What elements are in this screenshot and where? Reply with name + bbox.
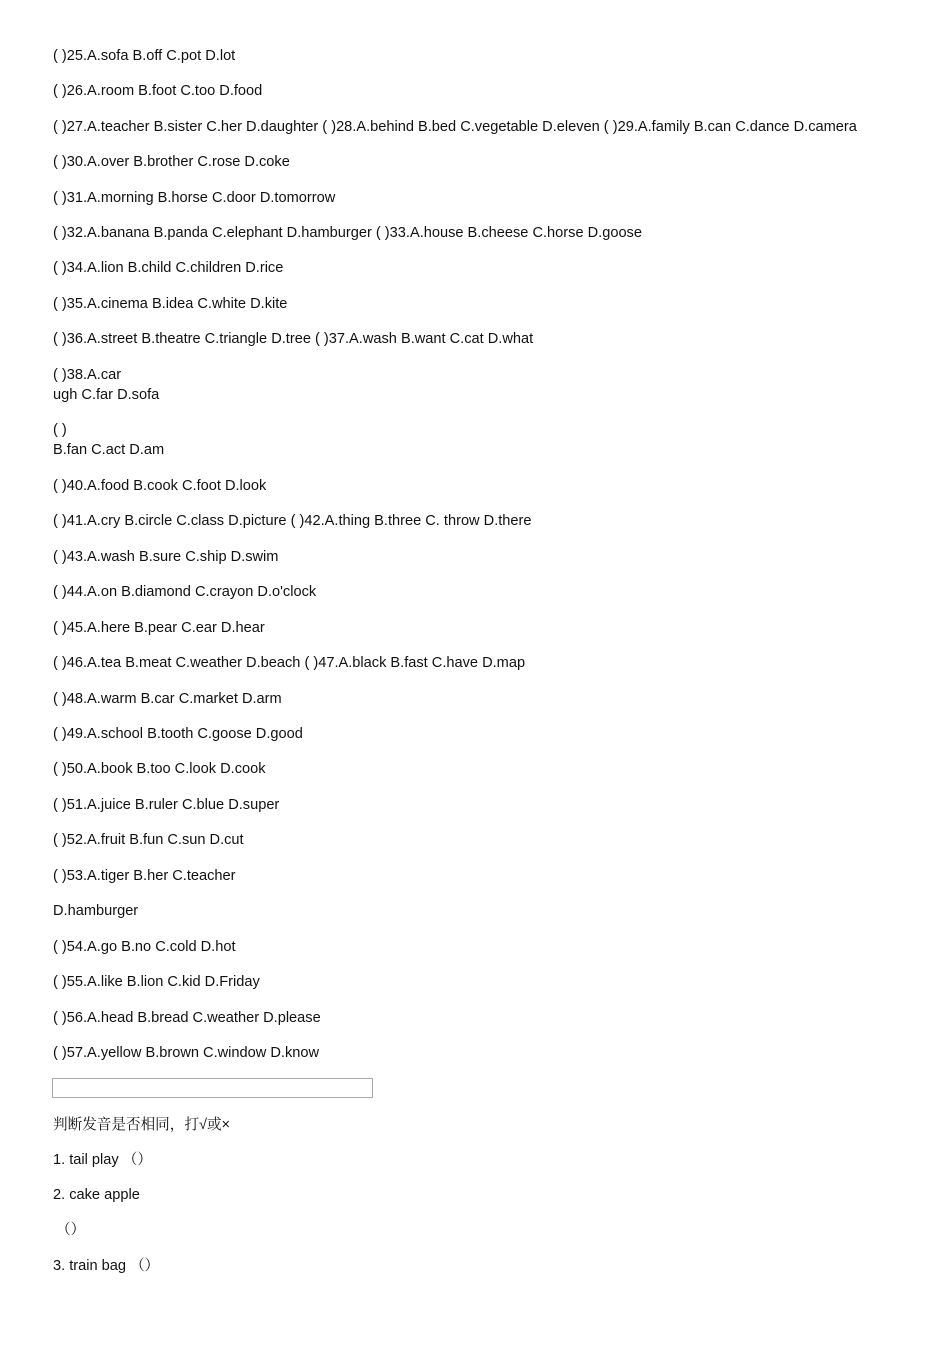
question-31: ( )31.A.morning B.horse C.door D.tomorrow bbox=[53, 190, 336, 206]
question-43: ( )43.A.wash B.sure C.ship D.swim bbox=[53, 549, 279, 565]
question-45: ( )45.A.here B.pear C.ear D.hear bbox=[53, 620, 265, 636]
question-56: ( )56.A.head B.bread C.weather D.please bbox=[53, 1010, 321, 1026]
answer-input-box[interactable] bbox=[52, 1078, 373, 1098]
pronunciation-item-1: 1. tail play （） bbox=[53, 1152, 152, 1168]
section-heading: 判断发音是否相同，打√或× bbox=[53, 1117, 231, 1133]
question-40: ( )40.A.food B.cook C.foot D.look bbox=[53, 478, 267, 494]
question-50: ( )50.A.book B.too C.look D.cook bbox=[53, 761, 266, 777]
question-38: ( )38.A.car bbox=[53, 367, 122, 383]
question-53: ( )53.A.tiger B.her C.teacher bbox=[53, 868, 236, 884]
question-27-29: ( )27.A.teacher B.sister C.her D.daughter ( )28.A.behind B.bed C.vegetable D.eleven ( )29.A.family B.can C.dance D.camera bbox=[53, 119, 857, 135]
question-36-37: ( )36.A.street B.theatre C.triangle D.tree ( )37.A.wash B.want C.cat D.what bbox=[53, 331, 534, 347]
question-48: ( )48.A.warm B.car C.market D.arm bbox=[53, 691, 282, 707]
pronunciation-item-2: 2. cake apple bbox=[53, 1187, 140, 1203]
pronunciation-item-2-blank: （） bbox=[56, 1222, 86, 1238]
question-35: ( )35.A.cinema B.idea C.white D.kite bbox=[53, 296, 288, 312]
question-32-33: ( )32.A.banana B.panda C.elephant D.hamburger ( )33.A.house B.cheese C.horse D.goose bbox=[53, 225, 642, 241]
question-38-continued: ugh C.far D.sofa bbox=[53, 387, 160, 403]
question-49: ( )49.A.school B.tooth C.goose D.good bbox=[53, 726, 303, 742]
question-55: ( )55.A.like B.lion C.kid D.Friday bbox=[53, 974, 260, 990]
question-34: ( )34.A.lion B.child C.children D.rice bbox=[53, 260, 284, 276]
question-41-42: ( )41.A.cry B.circle C.class D.picture ( )42.A.thing B.three C. throw D.there bbox=[53, 513, 532, 529]
question-52: ( )52.A.fruit B.fun C.sun D.cut bbox=[53, 832, 244, 848]
question-39-continued: B.fan C.act D.am bbox=[53, 442, 165, 458]
question-53-continued: D.hamburger bbox=[53, 903, 139, 919]
question-57: ( )57.A.yellow B.brown C.window D.know bbox=[53, 1045, 320, 1061]
question-26: ( )26.A.room B.foot C.too D.food bbox=[53, 83, 263, 99]
question-46-47: ( )46.A.tea B.meat C.weather D.beach ( )47.A.black B.fast C.have D.map bbox=[53, 655, 526, 671]
question-51: ( )51.A.juice B.ruler C.blue D.super bbox=[53, 797, 280, 813]
question-44: ( )44.A.on B.diamond C.crayon D.o'clock bbox=[53, 584, 317, 600]
question-30: ( )30.A.over B.brother C.rose D.coke bbox=[53, 154, 290, 170]
question-54: ( )54.A.go B.no C.cold D.hot bbox=[53, 939, 236, 955]
question-39: ( ) bbox=[53, 422, 67, 438]
pronunciation-item-3: 3. train bag （） bbox=[53, 1258, 160, 1274]
question-25: ( )25.A.sofa B.off C.pot D.lot bbox=[53, 48, 236, 64]
